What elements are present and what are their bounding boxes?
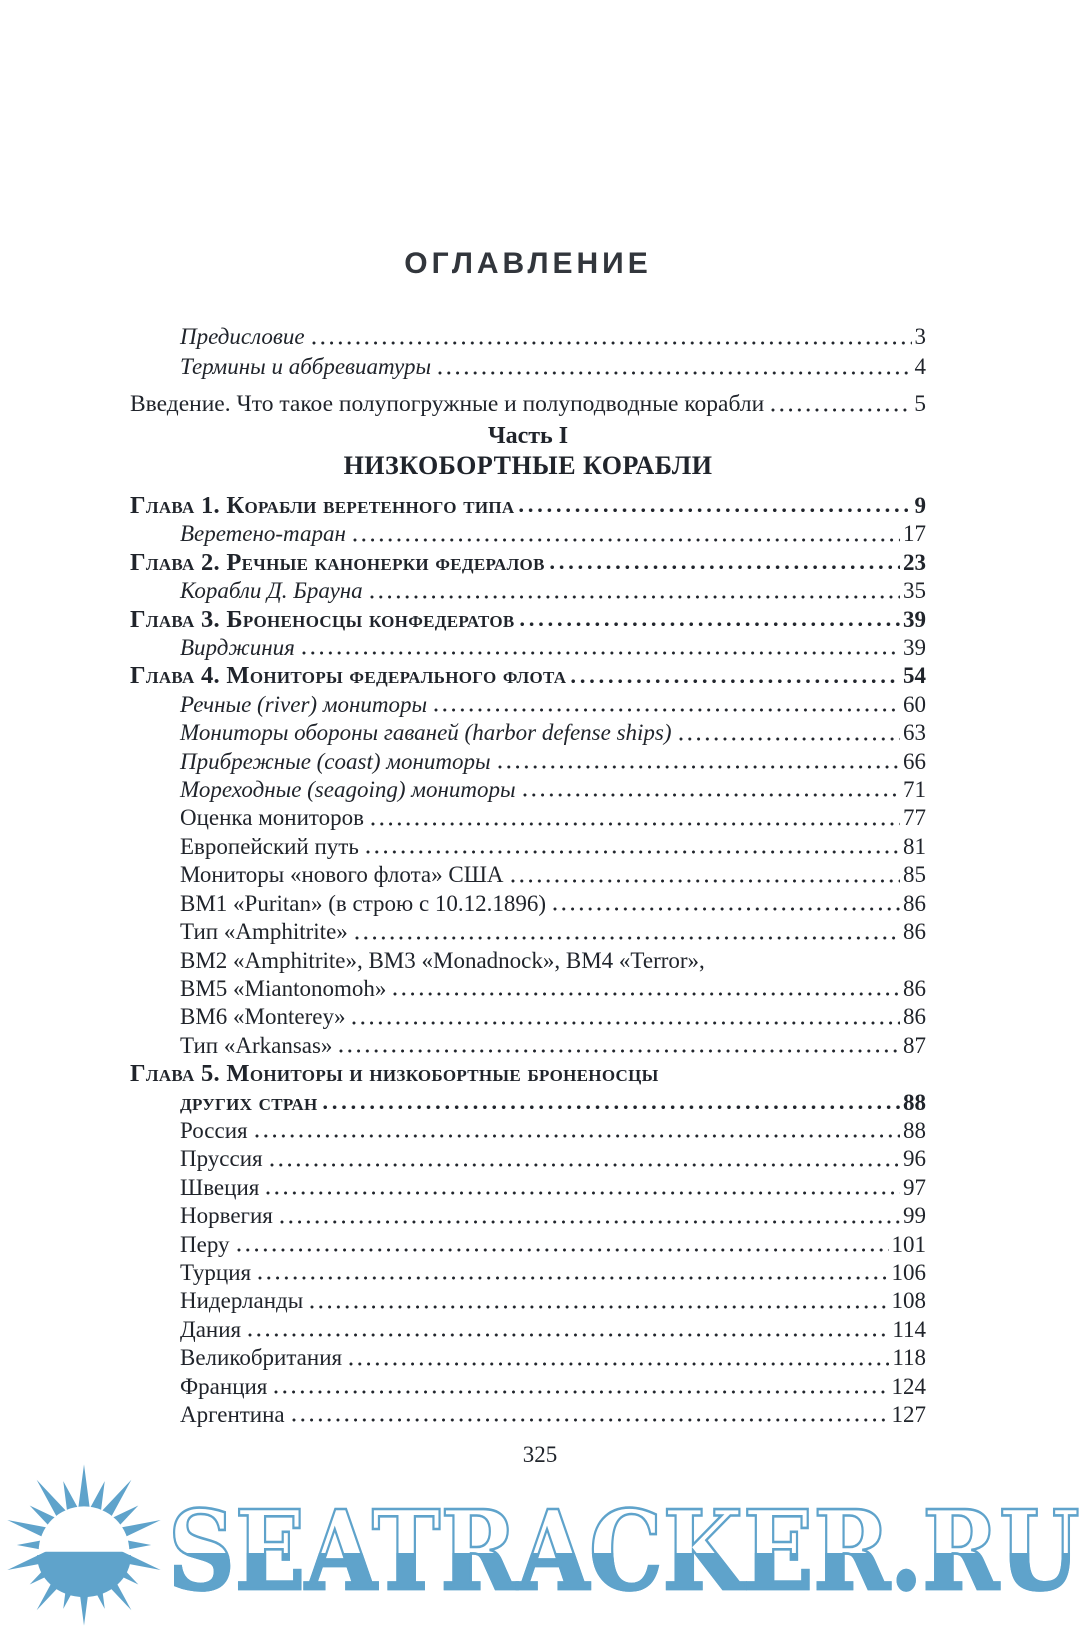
toc-page-number: 96: [903, 1146, 926, 1172]
toc-page-number: 88: [903, 1117, 926, 1143]
toc-row: [130, 1231, 926, 1259]
toc-page-number: 101: [891, 1231, 926, 1257]
toc-label: Перу: [180, 1231, 230, 1257]
dotted-leader: [771, 389, 911, 419]
dotted-leader: [550, 549, 900, 577]
toc-label: Оценка мониторов: [180, 805, 364, 831]
toc-label: Глава 2. Речные канонерки федералов: [130, 548, 545, 576]
toc-page-number: 86: [903, 919, 926, 945]
dotted-leader: [352, 1003, 900, 1031]
toc-label: Россия: [180, 1117, 248, 1143]
toc-label: Тип «Amphitrite»: [180, 919, 348, 945]
dotted-leader: [520, 606, 900, 634]
part-title: НИЗКОБОРТНЫЕ КОРАБЛИ: [343, 451, 713, 480]
toc-row: [130, 1316, 926, 1344]
toc-row: [130, 776, 926, 804]
toc-label: Мониторы обороны гаваней (harbor defense ships): [180, 720, 672, 746]
dotted-leader: [258, 1259, 888, 1287]
toc-label: Веретено-таран: [180, 521, 346, 547]
toc-label: Глава 3. Броненосцы конфедератов: [130, 605, 515, 633]
toc-list: [130, 322, 926, 1429]
toc-label: Глава 1. Корабли веретенного типа: [130, 492, 515, 519]
table-of-contents: [130, 248, 926, 1429]
toc-label: Тип «Arkansas»: [180, 1032, 333, 1058]
toc-page-number: 81: [903, 833, 926, 859]
toc-row: [130, 918, 926, 946]
dotted-leader: [434, 691, 900, 719]
dotted-leader: [553, 890, 900, 918]
dotted-leader: [571, 662, 900, 690]
toc-label: Мониторы «нового флота» США: [180, 862, 504, 888]
toc-page-number: 88: [903, 1089, 926, 1115]
toc-label: Предисловие: [180, 324, 305, 349]
toc-page-number: 108: [891, 1288, 926, 1314]
toc-page-number: 35: [903, 578, 926, 604]
toc-row: [130, 1060, 926, 1088]
toc-page-number: 99: [903, 1203, 926, 1229]
toc-label: Корабли Д. Брауна: [180, 578, 363, 604]
toc-label: Пруссия: [180, 1146, 263, 1172]
toc-page-number: 97: [903, 1174, 926, 1200]
toc-page-number: 127: [891, 1402, 926, 1427]
dotted-leader: [523, 776, 900, 804]
toc-row: [130, 1259, 926, 1287]
chapters-section: [130, 492, 926, 1429]
dotted-leader: [339, 1032, 900, 1060]
toc-label: Термины и аббревиатуры: [180, 354, 432, 379]
toc-label: Великобритания: [180, 1345, 343, 1371]
toc-page-number: 86: [903, 975, 926, 1001]
toc-page-number: 5: [914, 391, 926, 417]
toc-row: [130, 549, 926, 577]
toc-row: [130, 520, 926, 548]
dotted-leader: [274, 1373, 888, 1401]
dotted-leader: [519, 492, 911, 520]
toc-row: [130, 890, 926, 918]
toc-page-number: 87: [903, 1032, 926, 1058]
toc-label: Франция: [180, 1373, 268, 1399]
toc-row: [130, 1344, 926, 1372]
dotted-leader: [280, 1202, 900, 1230]
toc-label: Швеция: [180, 1174, 260, 1200]
toc-page-number: 86: [903, 890, 926, 916]
toc-row: [130, 1174, 926, 1202]
toc-label: Речные (river) мониторы: [180, 691, 428, 717]
dotted-leader: [370, 577, 900, 605]
toc-label: других стран: [180, 1088, 318, 1116]
toc-page-number: 3: [914, 324, 926, 349]
dotted-leader: [255, 1117, 900, 1145]
part-heading: [130, 422, 926, 482]
dotted-leader: [355, 918, 900, 946]
toc-page-number: 77: [903, 805, 926, 831]
page-title: ОГЛАВЛЕНИЕ: [404, 247, 652, 280]
toc-row: [130, 1089, 926, 1117]
toc-row: [130, 1117, 926, 1145]
toc-label: Аргентина: [180, 1402, 285, 1427]
toc-row: [130, 861, 926, 889]
toc-page-number: 66: [903, 748, 926, 774]
toc-label: Нидерланды: [180, 1288, 304, 1314]
dotted-leader: [270, 1145, 900, 1173]
toc-row: [130, 1373, 926, 1401]
sun-burst-icon: [0, 1461, 168, 1629]
toc-row: [130, 1032, 926, 1060]
toc-label: BM1 «Puritan» (в строю с 10.12.1896): [180, 890, 547, 916]
toc-page-number: 60: [903, 691, 926, 717]
dotted-leader: [292, 1401, 889, 1429]
toc-page-number: 54: [903, 663, 926, 689]
toc-row: [130, 947, 926, 975]
part-number: Часть I: [487, 423, 569, 449]
toc-page-number: 114: [892, 1316, 926, 1342]
toc-page-number: 124: [891, 1373, 926, 1399]
toc-page-number: 39: [903, 606, 926, 632]
toc-row: [130, 1287, 926, 1315]
sun-water: [37, 1555, 131, 1597]
toc-row: [130, 833, 926, 861]
toc-page-number: 4: [914, 354, 926, 379]
toc-label: Турция: [180, 1259, 252, 1285]
toc-page-number: 71: [903, 777, 926, 803]
toc-page-number: 63: [903, 720, 926, 746]
dotted-leader: [353, 520, 900, 548]
toc-label: Норвегия: [180, 1203, 273, 1229]
dotted-leader: [349, 1344, 889, 1372]
toc-label: Прибрежные (coast) мониторы: [180, 748, 491, 774]
dotted-leader: [312, 322, 912, 352]
dotted-leader: [371, 804, 900, 832]
toc-page-number: 106: [891, 1259, 926, 1285]
watermark: [0, 1457, 1080, 1629]
toc-row: [130, 577, 926, 605]
dotted-leader: [323, 1089, 901, 1117]
toc-row: [130, 389, 926, 419]
dotted-leader: [237, 1231, 889, 1259]
toc-label: Глава 5. Мониторы и низкобортные броненосцы: [130, 1060, 659, 1088]
toc-row: [130, 748, 926, 776]
dotted-leader: [266, 1174, 900, 1202]
toc-row: [130, 1401, 926, 1429]
dotted-leader: [679, 719, 900, 747]
toc-row: [130, 691, 926, 719]
toc-row: [130, 1145, 926, 1173]
toc-label: BM2 «Amphitrite», BM3 «Monadnock», BM4 «Terror»,: [180, 947, 705, 973]
toc-page-number: 118: [892, 1345, 926, 1371]
toc-row: [130, 352, 926, 382]
toc-label: Европейский путь: [180, 833, 359, 859]
toc-label: Дания: [180, 1316, 242, 1342]
sun-star-rays: [7, 1464, 160, 1625]
toc-page-number: 86: [903, 1004, 926, 1030]
dotted-leader: [498, 748, 900, 776]
toc-page-number: 39: [903, 635, 926, 661]
toc-row: [130, 606, 926, 634]
toc-label: Мореходные (seagoing) мониторы: [180, 777, 516, 803]
toc-label: Вирджиния: [180, 635, 295, 661]
toc-label: BM5 «Miantonomoh»: [180, 975, 387, 1001]
dotted-leader: [393, 975, 900, 1003]
toc-row: [130, 322, 926, 352]
sun-dome: [39, 1506, 130, 1551]
watermark-text: SEATRACKER.RU: [168, 1486, 1080, 1615]
toc-page-number: 85: [903, 862, 926, 888]
toc-row: [130, 1003, 926, 1031]
dotted-leader: [438, 352, 911, 382]
toc-label: Введение. Что такое полупогружные и полуподводные корабли: [130, 391, 765, 417]
dotted-leader: [366, 833, 900, 861]
toc-row: [130, 1202, 926, 1230]
toc-label: BM6 «Monterey»: [180, 1004, 346, 1030]
toc-row: [130, 975, 926, 1003]
toc-row: [130, 634, 926, 662]
toc-row: [130, 492, 926, 520]
toc-page-number: 9: [914, 493, 926, 518]
toc-label: Глава 4. Мониторы федерального флота: [130, 662, 567, 690]
toc-row: [130, 662, 926, 690]
dotted-leader: [511, 861, 900, 889]
dotted-leader: [310, 1287, 888, 1315]
toc-page-number: 17: [903, 521, 926, 547]
toc-row: [130, 804, 926, 832]
dotted-leader: [302, 634, 900, 662]
toc-page-number: 23: [903, 549, 926, 575]
folio-page-number: 325: [522, 1442, 558, 1467]
dotted-leader: [248, 1316, 889, 1344]
toc-row: [130, 719, 926, 747]
